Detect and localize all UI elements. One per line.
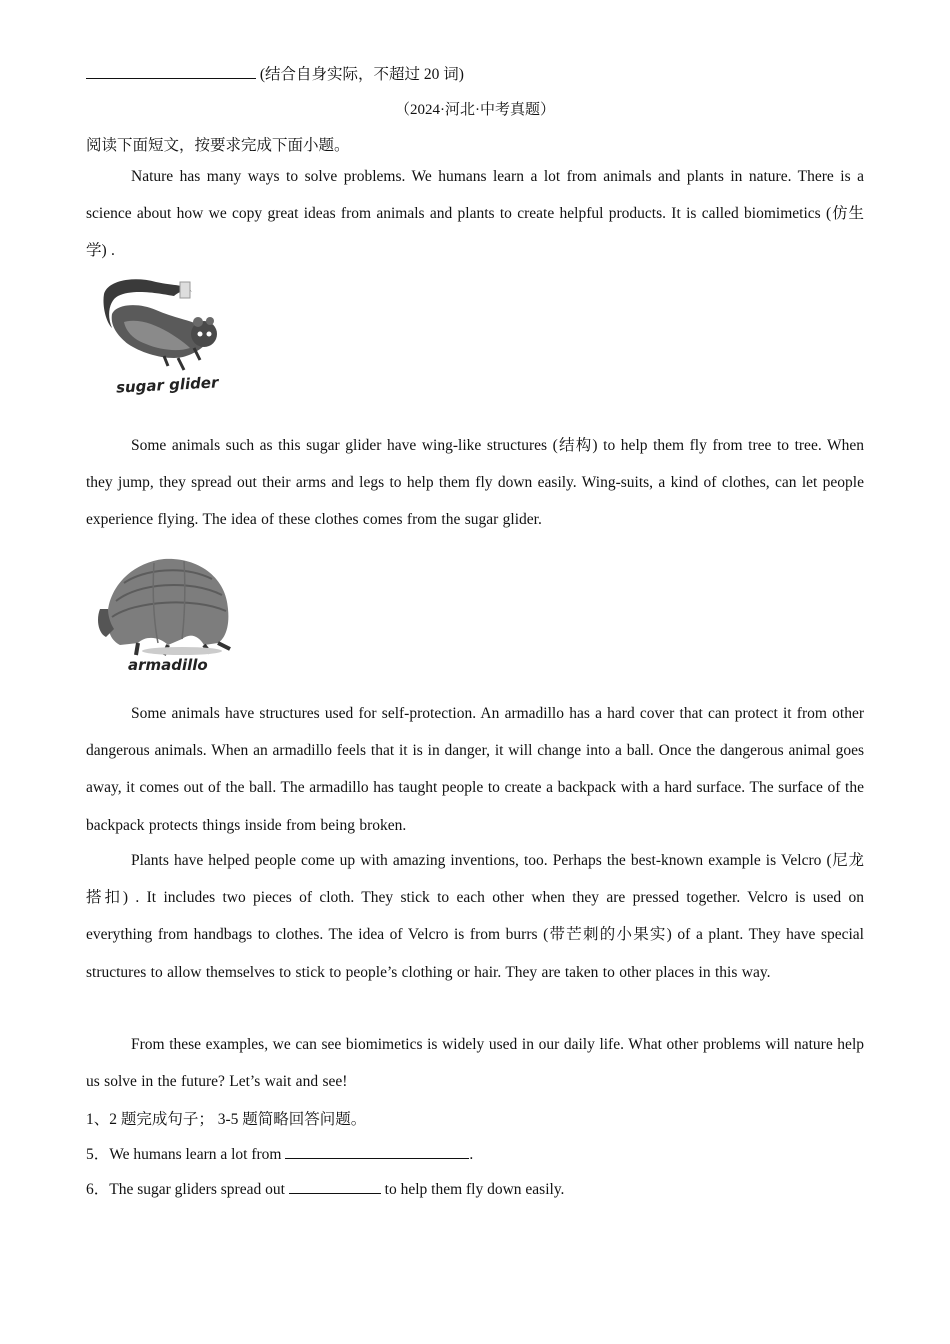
passage-paragraph-3: Some animals have structures used for self-protection. An armadillo has a hard cover that can protect it from other dangerous animals. When an armadillo feels that it is in danger, it will change into a ball. Once the dangerous animal goes away, it comes out of the ball. The armadillo has taught people to create a backpack with a hard surface. The surface of the backpack protects things inside from being broken.: [86, 705, 864, 834]
question-6-end: to help them fly down easily.: [384, 1181, 565, 1198]
question-6-text: The sugar gliders spread out: [109, 1181, 285, 1198]
passage-paragraph-5: From these examples, we can see biomimetics is widely used in our daily life. What other problems will nature help us solve in the future? Let’s wait and see!: [86, 1036, 864, 1091]
passage-paragraph-2: Some animals such as this sugar glider have wing-like structures (结构) to help them fly from tree to tree. When they jump, they spread out their arms and legs to help them fly down easily. Wing-suits, a kind of clothes, can let people experience flying. The idea of these clothes comes from the sugar glider.: [86, 437, 864, 529]
question-5-number: 5．: [86, 1146, 110, 1163]
question-6-number: 6．: [86, 1181, 110, 1198]
armadillo-caption: armadillo: [128, 656, 208, 674]
sugar-glider-caption: sugar glider: [115, 373, 219, 397]
passage-paragraph-4: Plants have helped people come up with amazing inventions, too. Perhaps the best-known example is Velcro (尼龙搭扣) . It includes two pieces of cloth. They stick to each other when they are pressed together. Velcro is used on everything from handbags to clothes. The idea of Velcro is from burrs (带芒刺的小果实) of a plant. They have special structures to allow themselves to stick to people’s clothing or hair. They are taken to other places in this way.: [86, 852, 864, 981]
question-6-blank[interactable]: [289, 1179, 381, 1194]
question-5-end: .: [469, 1146, 474, 1163]
answer-blank[interactable]: [86, 64, 256, 79]
task-instruction: 阅读下面短文，按要求完成下面小题。: [86, 137, 350, 154]
passage-paragraph-1: Nature has many ways to solve problems. We humans learn a lot from animals and plants in nature. There is a science about how we copy great ideas from animals and plants to create helpful products. It is called biomimetics (仿生学) .: [86, 168, 864, 260]
questions-instruction: 1、2 题完成句子； 3-5 题简略回答问题。: [86, 1111, 367, 1128]
answer-line-row: [86, 62, 464, 84]
armadillo-figure: [94, 553, 244, 679]
sugar-glider-figure: [94, 274, 224, 402]
word-limit-instruction: (结合自身实际，不超过 20 词): [259, 66, 464, 83]
source-label: （2024·河北·中考真题）: [395, 102, 555, 118]
question-5-blank[interactable]: [285, 1144, 469, 1159]
question-5-text: We humans learn a lot from: [109, 1146, 282, 1163]
question-6: [86, 1177, 564, 1199]
question-5: [86, 1142, 473, 1164]
